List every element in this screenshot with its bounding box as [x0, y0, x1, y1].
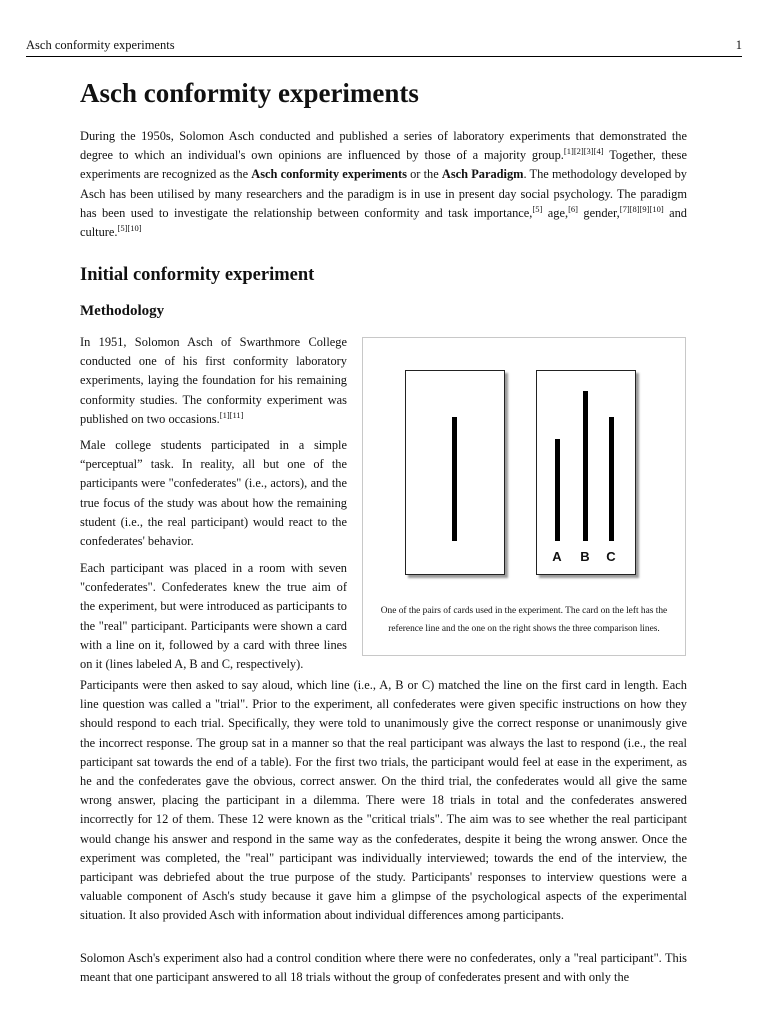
label-b: B — [580, 549, 590, 564]
comparison-card — [536, 370, 636, 575]
comparison-line-c — [609, 417, 614, 541]
subsection-heading: Methodology — [80, 303, 165, 319]
section-heading: Initial conformity experiment — [80, 265, 315, 285]
reference-card — [405, 370, 505, 575]
label-c: C — [606, 549, 616, 564]
methodology-paragraph-5: Solomon Asch's experiment also had a control condition where there were no confederates, only a "real participant". This meant that one participant answered to all 18 trials without the group of confederates present and with only the — [80, 951, 687, 985]
citation[interactable]: [1][2][3][4] — [563, 146, 604, 157]
citation[interactable]: [5] — [532, 203, 543, 214]
label-a: A — [552, 549, 562, 564]
figure-asch-cards — [362, 337, 686, 656]
comparison-line-b — [583, 391, 588, 541]
citation[interactable]: [5][10] — [117, 223, 142, 234]
citation[interactable]: [6] — [568, 203, 578, 214]
page-title: Asch conformity experiments — [80, 78, 419, 108]
methodology-paragraph-4: Participants were then asked to say aloud, which line (i.e., A, B or C) matched the line on the first card in length. Each line question was called a "trial". Prior to the experiment, all confederates were given specific instructions on how they should respond to each trial. Specifically, they were told to unanimously give the correct response or unanimously give the incorrect response. The group sat in a manner so that the real participant was always the last to respond (i.e., the real participant sat towards the end of a table). For the first two trials, the participant would feel at ease in the experiment, as he and the confederates gave the obvious, correct answer. On the third trial, the confederates would all give the same wrong answer, placing the participant in a dilemma. There were 18 trials in total and the confederates answered incorrectly for 12 of them. These 12 were known as the "critical trials". The aim was to see whether the real participant would change his answer and respond in the same way as the confederates, despite it being the wrong answer. Once the experiment was completed, the "real" participant was individually interviewed; towards the end of the interview, the participant was debriefed about the true purpose of the study. Participants' responses to interview questions were a valuable component of Asch's study because it gave him a glimpse of the psychological aspects of the experimental situation. It also provided Asch with information about individual differences among participants. — [80, 678, 687, 923]
intro-paragraph: During the 1950s, Solomon Asch conducted and published a series of laboratory experiments that demonstrated the degree to which an individual's own opinions are influenced by those of a majority group.[1][2][3][4] Together, these experiments are recognized as the Asch conformity experiments or the Asch Paradigm. The methodology developed by Asch has been utilised by many researchers and the paradigm is in use in present day social psychology. The paradigm has been used to investigate the relationship between conformity and task importance,[5] age,[6] gender,[7][8][9][10] and culture.[5][10] — [80, 129, 687, 240]
methodology-paragraph-1: In 1951, Solomon Asch of Swarthmore College conducted one of his first conformity laboratory experiments, laying the foundation for his remaining conformity studies. The conformity experiment was published on two occasions.[1][11] — [80, 335, 347, 426]
citation[interactable]: [1][11] — [219, 409, 244, 420]
methodology-paragraph-2: Male college students participated in a simple “perceptual” task. In reality, all but one of the participants were "confederates" (i.e., actors), and the true focus of the study was about how the remaining student (i.e., the real participant) would react to the confederates' behavior. — [80, 438, 347, 549]
methodology-paragraph-3: Each participant was placed in a room with seven "confederates". Confederates knew the true aim of the experiment, but were introduced as participants to the "real" participant. Participants were shown a card with a line on it, followed by a card with three lines on it (lines labeled A, B and C, respectively). — [80, 561, 347, 672]
running-title: Asch conformity experiments — [26, 38, 175, 52]
figure-caption: One of the pairs of cards used in the experiment. The card on the left has the reference line and the one on the right shows the three comparison lines. — [380, 606, 668, 634]
page-number: 1 — [735, 38, 742, 52]
citation[interactable]: [7][8][9][10] — [619, 203, 664, 214]
comparison-line-a — [555, 439, 560, 541]
running-header — [26, 38, 742, 57]
reference-line — [452, 417, 457, 541]
